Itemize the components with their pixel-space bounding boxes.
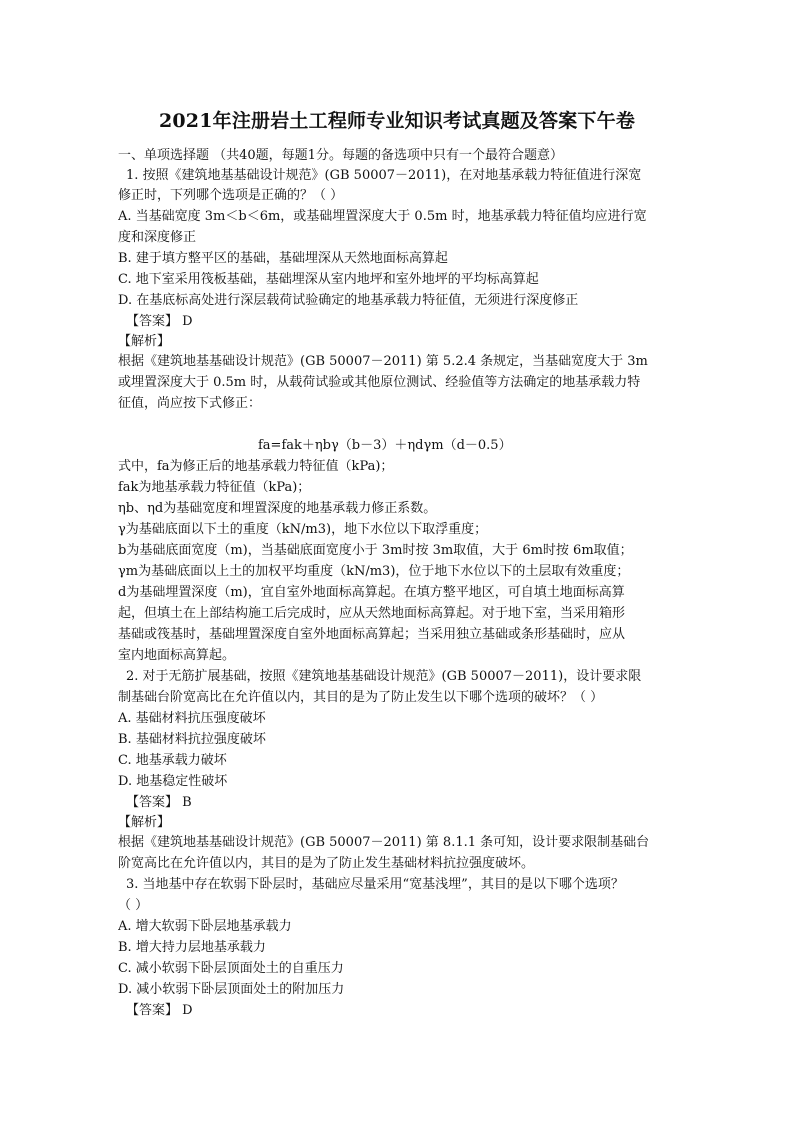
question-1-analysis-label: 【解析】: [118, 334, 171, 349]
question-3-stem-line-2: （ ）: [118, 898, 149, 913]
question-1-note-7: d为基础埋置深度（m)，宜自室外地面标高算起。在填方整平地区，可自填土地面标高算: [118, 585, 625, 600]
question-1-note-2: fak为地基承载力特征值（kPa)；: [118, 480, 311, 495]
document-title: 2021年注册岩土工程师专业知识考试真题及答案下午卷: [158, 110, 636, 132]
question-2-answer: 【答案】 B: [126, 795, 192, 810]
question-1-option-c: C. 地下室采用筏板基础，基础埋深从室内地坪和室外地坪的平均标高算起: [118, 272, 539, 287]
question-1-stem-line-1: 1. 按照《建筑地基基础设计规范》(GB 50007－2011)，在对地基承载力特征值进行深宽: [126, 168, 642, 183]
section-heading: 一、单项选择题 （共40题，每题1分。每题的备选项中只有一个最符合题意）: [118, 148, 563, 163]
question-1-note-9: 基础或筏基时，基础埋置深度自室外地面标高算起；当采用独立基础或条形基础时，应从: [118, 627, 626, 642]
question-1-analysis-line-1: 根据《建筑地基基础设计规范》(GB 50007－2011) 第 5.2.4 条规定，当基础宽度大于 3m: [118, 354, 648, 369]
question-2-stem-line-2: 制基础台阶宽高比在允许值以内，其目的是为了防止发生以下哪个选项的破坏？（ ）: [118, 690, 604, 705]
question-1-answer: 【答案】 D: [126, 314, 193, 329]
question-1-option-a-line-2: 度和深度修正: [118, 230, 197, 245]
question-3-stem-line-1: 3. 当地基中存在软弱下卧层时，基础应尽量采用“宽基浅埋”，其目的是以下哪个选项？: [126, 877, 624, 892]
question-1-note-6: γm为基础底面以上土的加权平均重度（kN/m3)，位于地下水位以下的土层取有效重度；: [118, 564, 630, 579]
question-3-option-c: C. 减小软弱下卧层顶面处土的自重压力: [118, 961, 344, 976]
question-3-option-b: B. 增大持力层地基承载力: [118, 940, 266, 955]
question-2-stem-line-1: 2. 对于无筋扩展基础，按照《建筑地基基础设计规范》(GB 50007－2011)，设计要求限: [126, 669, 642, 684]
question-1-note-5: b为基础底面宽度（m)，当基础底面宽度小于 3m时按 3m取值，大于 6m时按 6m取值；: [118, 543, 633, 558]
question-2-option-c: C. 地基承载力破坏: [118, 753, 227, 768]
question-3-answer: 【答案】 D: [126, 1003, 193, 1018]
question-3-option-d: D. 减小软弱下卧层顶面处土的附加压力: [118, 982, 345, 997]
question-2-option-b: B. 基础材料抗拉强度破坏: [118, 732, 266, 747]
question-3-option-a: A. 增大软弱下卧层地基承载力: [118, 919, 292, 934]
question-1-note-3: ηb、ηd为基础宽度和埋置深度的地基承载力修正系数。: [118, 501, 437, 516]
question-1-stem-line-2: 修正时，下列哪个选项是正确的？（ ）: [118, 188, 344, 203]
question-1-option-d: D. 在基底标高处进行深层载荷试验确定的地基承载力特征值，无须进行深度修正: [118, 293, 579, 308]
question-1-analysis-line-3: 征值，尚应按下式修正：: [118, 396, 262, 411]
question-1-note-10: 室内地面标高算起。: [118, 648, 236, 663]
question-1-analysis-line-2: 或埋置深度大于 0.5m 时，从载荷试验或其他原位测试、经验值等方法确定的地基承载力特: [118, 375, 641, 390]
question-2-analysis-label: 【解析】: [118, 815, 171, 830]
question-1-formula: fa=fak＋ηbγ（b－3）＋ηdγm（d－0.5）: [258, 438, 512, 453]
question-1-option-b: B. 建于填方整平区的基础，基础埋深从天然地面标高算起: [118, 251, 448, 266]
question-1-note-8: 起，但填土在上部结构施工后完成时，应从天然地面标高算起。对于地下室，当采用箱形: [118, 606, 626, 621]
question-2-option-a: A. 基础材料抗压强度破坏: [118, 711, 266, 726]
question-2-option-d: D. 地基稳定性破坏: [118, 774, 228, 789]
question-2-analysis-line-1: 根据《建筑地基基础设计规范》(GB 50007－2011) 第 8.1.1 条可知，设计要求限制基础台: [118, 835, 650, 850]
question-1-option-a-line-1: A. 当基础宽度 3m＜b＜6m，或基础埋置深度大于 0.5m 时，地基承载力特征值均应进行宽: [118, 209, 647, 224]
question-1-note-1: 式中，fa为修正后的地基承载力特征值（kPa)；: [118, 459, 394, 474]
question-2-analysis-line-2: 阶宽高比在允许值以内，其目的是为了防止发生基础材料抗拉强度破坏。: [118, 856, 535, 871]
question-1-note-4: γ为基础底面以下土的重度（kN/m3)，地下水位以下取浮重度；: [118, 522, 488, 537]
